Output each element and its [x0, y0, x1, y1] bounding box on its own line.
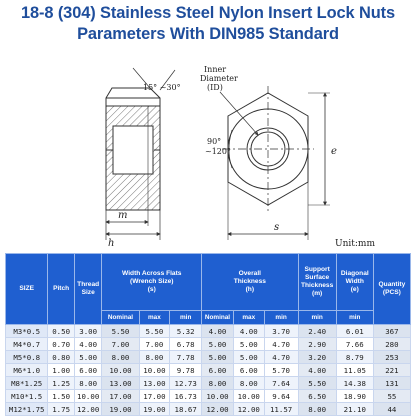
cell-width-max: 8.00	[139, 351, 170, 364]
cell-thread: 10.00	[74, 390, 102, 403]
cell-quantity: 55	[373, 390, 410, 403]
header-diagonal-line1: Diagonal	[340, 270, 369, 277]
cell-width-max: 13.00	[139, 377, 170, 390]
cell-thickness-nominal: 8.00	[202, 377, 234, 390]
table-row	[6, 364, 411, 377]
cell-width-min: 6.78	[170, 338, 202, 351]
page-subtitle: Parameters With DIN985 Standard	[77, 25, 339, 43]
cell-pitch: 0.70	[48, 338, 75, 351]
header-quantity-line2: (PCS)	[382, 289, 401, 296]
cell-size: M3*0.5	[6, 325, 48, 338]
header-thickness-line2: Thickness	[233, 278, 266, 285]
cell-quantity: 44	[373, 403, 410, 416]
header-thread: Thread Size	[74, 254, 102, 325]
side-bore-window	[113, 126, 153, 174]
table-row	[6, 351, 411, 364]
angle-side-label-1: 90°	[207, 137, 222, 146]
spec-table	[5, 253, 411, 416]
cell-thread: 3.00	[74, 325, 102, 338]
cell-thickness-nominal: 6.00	[202, 364, 234, 377]
side-view	[106, 68, 175, 240]
table-row	[6, 403, 411, 416]
cell-pitch: 0.50	[48, 325, 75, 338]
cell-thickness-max: 6.00	[233, 364, 264, 377]
cell-thickness-max: 10.00	[233, 390, 264, 403]
angle-top-label: 15° ~30°	[143, 83, 181, 92]
header-quantity-line1: Quantity	[378, 281, 406, 288]
cell-diagonal: 21.10	[336, 403, 373, 416]
inner-diameter-label-3: (ID)	[207, 83, 223, 92]
cell-width-max: 19.00	[139, 403, 170, 416]
cell-thickness-min: 4.70	[264, 351, 298, 364]
cell-size: M5*0.8	[6, 351, 48, 364]
cell-thickness-max: 12.00	[233, 403, 264, 416]
header-width-line1: Width Across Flats	[122, 270, 182, 277]
cell-width-max: 7.00	[139, 338, 170, 351]
cell-thickness-max: 8.00	[233, 377, 264, 390]
subheader-thickness-min: min	[264, 311, 298, 325]
subheader-thickness-max: max	[233, 311, 264, 325]
header-support-line3: Thickness	[301, 282, 334, 289]
cell-width-nominal: 13.00	[102, 377, 139, 390]
cell-quantity: 253	[373, 351, 410, 364]
cell-width-min: 5.32	[170, 325, 202, 338]
header-diagonal	[336, 254, 373, 311]
cell-width-min: 16.73	[170, 390, 202, 403]
cell-thickness-max: 5.00	[233, 338, 264, 351]
subheader-diagonal-min: min	[336, 311, 373, 325]
front-view	[220, 86, 330, 240]
header-diagonal-line2: Width	[345, 278, 364, 285]
cell-pitch: 1.50	[48, 390, 75, 403]
cell-thread: 8.00	[74, 377, 102, 390]
cell-width-max: 10.00	[139, 364, 170, 377]
cell-diagonal: 7.66	[336, 338, 373, 351]
cell-pitch: 1.75	[48, 403, 75, 416]
cell-support: 2.90	[298, 338, 336, 351]
cell-support: 5.50	[298, 377, 336, 390]
cell-thickness-max: 4.00	[233, 325, 264, 338]
cell-size: M10*1.5	[6, 390, 48, 403]
cell-size: M8*1.25	[6, 377, 48, 390]
cell-pitch: 0.80	[48, 351, 75, 364]
cell-diagonal: 8.79	[336, 351, 373, 364]
cell-width-nominal: 17.00	[102, 390, 139, 403]
cell-thickness-min: 3.70	[264, 325, 298, 338]
cell-size: M4*0.7	[6, 338, 48, 351]
dim-e-label: e	[331, 146, 337, 157]
cell-thickness-min: 9.64	[264, 390, 298, 403]
inner-diameter-label-2: Diameter	[200, 74, 238, 83]
cell-thickness-nominal: 5.00	[202, 338, 234, 351]
cell-diagonal: 6.01	[336, 325, 373, 338]
header-width	[102, 254, 202, 311]
cell-thickness-min: 5.70	[264, 364, 298, 377]
table-header-row	[6, 254, 411, 311]
cell-width-min: 9.78	[170, 364, 202, 377]
header-pitch: Pitch	[48, 254, 75, 325]
cell-support: 3.20	[298, 351, 336, 364]
header-size: SIZE	[6, 254, 48, 325]
header-support-line1: Support	[304, 266, 330, 273]
table-row	[6, 338, 411, 351]
header-thickness	[202, 254, 298, 311]
cell-thickness-min: 11.57	[264, 403, 298, 416]
subheader-support-min: min	[298, 311, 336, 325]
cell-thickness-max: 5.00	[233, 351, 264, 364]
header-thickness-line3: (h)	[245, 286, 255, 293]
inner-diameter-label-1: Inner	[204, 65, 227, 74]
unit-label: Unit:mm	[335, 239, 375, 249]
cell-width-nominal: 5.50	[102, 325, 139, 338]
table-row	[6, 325, 411, 338]
cell-thickness-nominal: 4.00	[202, 325, 234, 338]
cell-width-nominal: 7.00	[102, 338, 139, 351]
cell-support: 8.00	[298, 403, 336, 416]
header-width-line3: (s)	[147, 286, 156, 293]
table-row	[6, 377, 411, 390]
cell-size: M6*1.0	[6, 364, 48, 377]
angle-side-label-2: ~120°	[205, 147, 231, 156]
header-thickness-line1: Overall	[238, 270, 262, 277]
cell-width-nominal: 8.00	[102, 351, 139, 364]
cell-support: 4.00	[298, 364, 336, 377]
header-support	[298, 254, 336, 311]
header-width-line2: (Wrench Size)	[130, 278, 174, 285]
cell-quantity: 221	[373, 364, 410, 377]
cell-diagonal: 14.38	[336, 377, 373, 390]
cell-quantity: 131	[373, 377, 410, 390]
dim-s-label: s	[274, 222, 280, 233]
subheader-width-max: max	[139, 311, 170, 325]
cell-thickness-min: 7.64	[264, 377, 298, 390]
cell-support: 6.50	[298, 390, 336, 403]
cell-quantity: 280	[373, 338, 410, 351]
subheader-width-nominal: Nominal	[102, 311, 139, 325]
cell-pitch: 1.25	[48, 377, 75, 390]
header-support-line4: (m)	[312, 290, 323, 297]
cell-size: M12*1.75	[6, 403, 48, 416]
dim-m-label: m	[118, 210, 128, 221]
page-title: 18-8 (304) Stainless Steel Nylon Insert Lock Nuts	[20, 4, 396, 22]
header-quantity	[373, 254, 410, 325]
cell-thickness-nominal: 12.00	[202, 403, 234, 416]
cell-thread: 4.00	[74, 338, 102, 351]
cell-thickness-nominal: 5.00	[202, 351, 234, 364]
cell-diagonal: 18.90	[336, 390, 373, 403]
cell-width-nominal: 10.00	[102, 364, 139, 377]
cell-thread: 5.00	[74, 351, 102, 364]
cell-quantity: 367	[373, 325, 410, 338]
cell-width-min: 18.67	[170, 403, 202, 416]
subheader-thickness-nominal: Nominal	[202, 311, 234, 325]
cell-thickness-min: 4.70	[264, 338, 298, 351]
header-diagonal-line3: (e)	[350, 286, 359, 293]
cell-thread: 12.00	[74, 403, 102, 416]
header-support-line2: Surface	[305, 274, 330, 281]
cell-thread: 6.00	[74, 364, 102, 377]
cell-width-nominal: 19.00	[102, 403, 139, 416]
cell-diagonal: 11.05	[336, 364, 373, 377]
cell-width-max: 17.00	[139, 390, 170, 403]
subheader-width-min: min	[170, 311, 202, 325]
cell-width-min: 7.78	[170, 351, 202, 364]
cell-width-max: 5.50	[139, 325, 170, 338]
table-row	[6, 390, 411, 403]
cell-thickness-nominal: 10.00	[202, 390, 234, 403]
dim-h-label: h	[108, 238, 115, 249]
cell-support: 2.40	[298, 325, 336, 338]
cell-width-min: 12.73	[170, 377, 202, 390]
cell-pitch: 1.00	[48, 364, 75, 377]
